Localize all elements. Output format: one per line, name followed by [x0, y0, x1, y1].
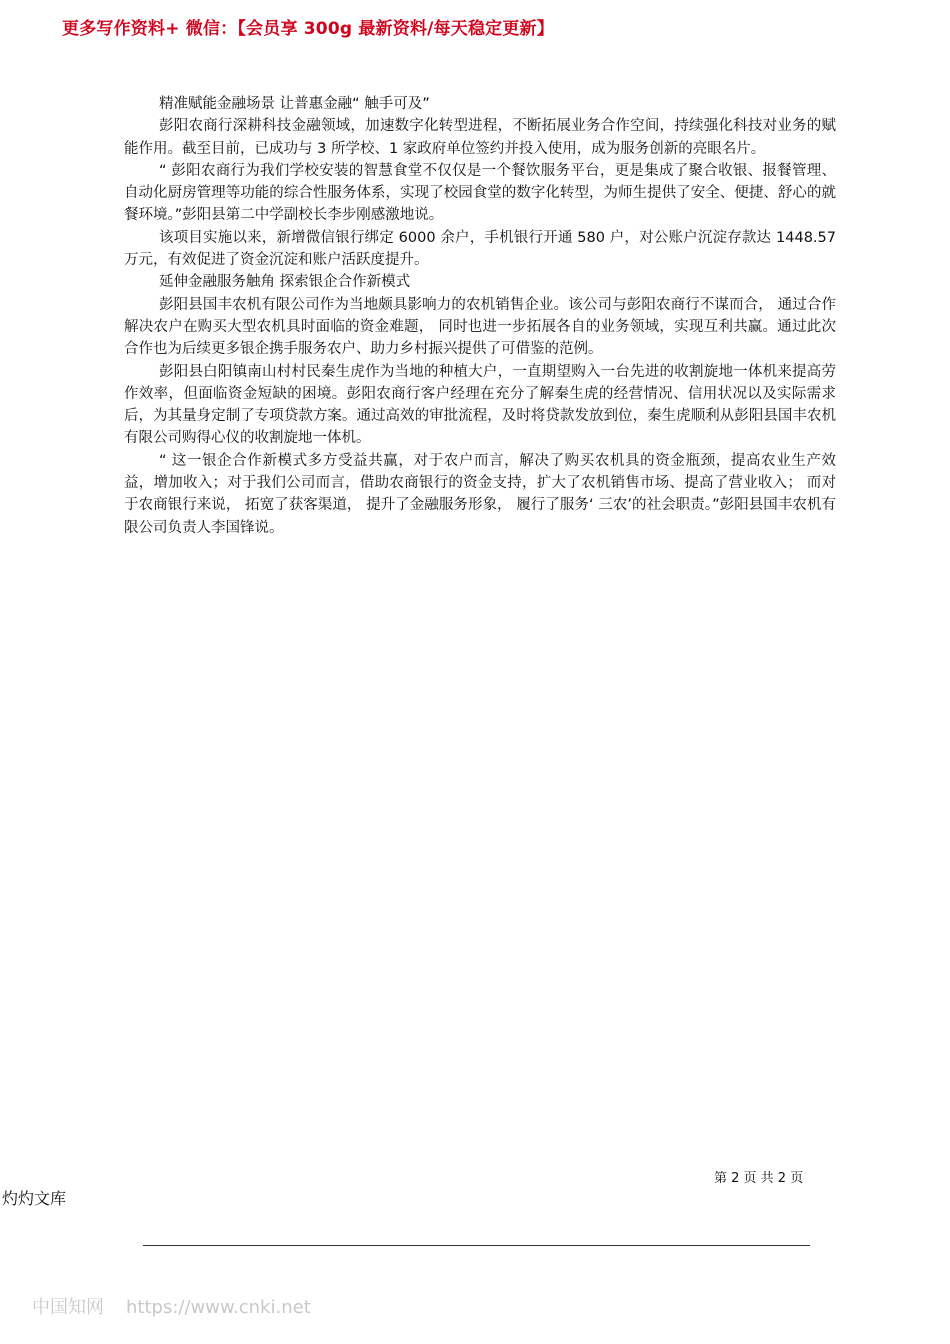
section-heading-2: 延伸金融服务触角 探索银企合作新模式	[159, 274, 411, 291]
article-paragraph: 该项目实施以来，新增微信银行绑定 6000 余户，手机银行开通 580 户，对公账户沉淀存款达 1448.57 万元，有效促进了资金沉淀和账户活跃度提升。	[124, 229, 836, 269]
article-paragraph: “ 彭阳农商行为我们学校安装的智慧食堂不仅仅是一个餐饮服务平台，更是集成了聚合收银、报餐管理、自动化厨房管理等功能的综合性服务体系，实现了校园食堂的数字化转型，为师生提供了安全、便捷、舒心的就餐环境。”彭阳县第二中学副校长李步刚感激地说。	[124, 162, 836, 224]
section-heading-1: 精准赋能金融场景 让普惠金融“ 触手可及”	[159, 96, 430, 112]
watermark-url: https://www.cnki.net	[126, 1297, 311, 1318]
page-number: 第 2 页 共 2 页	[714, 1171, 804, 1186]
library-name: 灼灼文库	[2, 1189, 67, 1208]
article-paragraph: “ 这一银企合作新模式多方受益共赢，对于农户而言，解决了购买农机具的资金瓶颈，提高农业生产效益，增加收入；对于我们公司而言，借助农商银行的资金支持，扩大了农机销售市场、提高了营业收入； 而对于农商银行来说， 拓宽了获客渠道， 提升了金融服务形象， 履行了服务‘ 三农’的社会职责。”彭阳县国丰农机有限公司负责人李国锋说。	[124, 452, 836, 536]
watermark	[32, 1293, 311, 1319]
article-body	[124, 93, 836, 539]
footer-divider	[143, 1245, 810, 1246]
article-paragraph: 彭阳县白阳镇南山村村民秦生虎作为当地的种植大户，一直期望购入一台先进的收割旋地一体机来提高劳作效率，但面临资金短缺的困境。彭阳农商行客户经理在充分了解秦生虎的经营情况、信用状况以及实际需求后，为其量身定制了专项贷款方案。通过高效的审批流程，及时将贷款发放到位，秦生虎顺利从彭阳县国丰农机有限公司购得心仪的收割旋地一体机。	[124, 363, 836, 447]
watermark-site-name: 中国知网	[32, 1297, 104, 1318]
promo-banner: 更多写作资料+ 微信：【会员享 300g 最新资料/每天稳定更新】	[62, 19, 554, 39]
article-paragraph: 彭阳农商行深耕科技金融领域，加速数字化转型进程，不断拓展业务合作空间，持续强化科技对业务的赋能作用。截至目前，已成功与 3 所学校、1 家政府单位签约并投入使用，成为服务创新的亮眼名片。	[124, 118, 836, 157]
article-paragraph: 彭阳县国丰农机有限公司作为当地颇具影响力的农机销售企业。该公司与彭阳农商行不谋而合， 通过合作解决农户在购买大型农机具时面临的资金难题， 同时也进一步拓展各自的业务领域，实现互利共赢。通过此次合作也为后续更多银企携手服务农户、助力乡村振兴提供了可借鉴的范例。	[124, 296, 836, 358]
